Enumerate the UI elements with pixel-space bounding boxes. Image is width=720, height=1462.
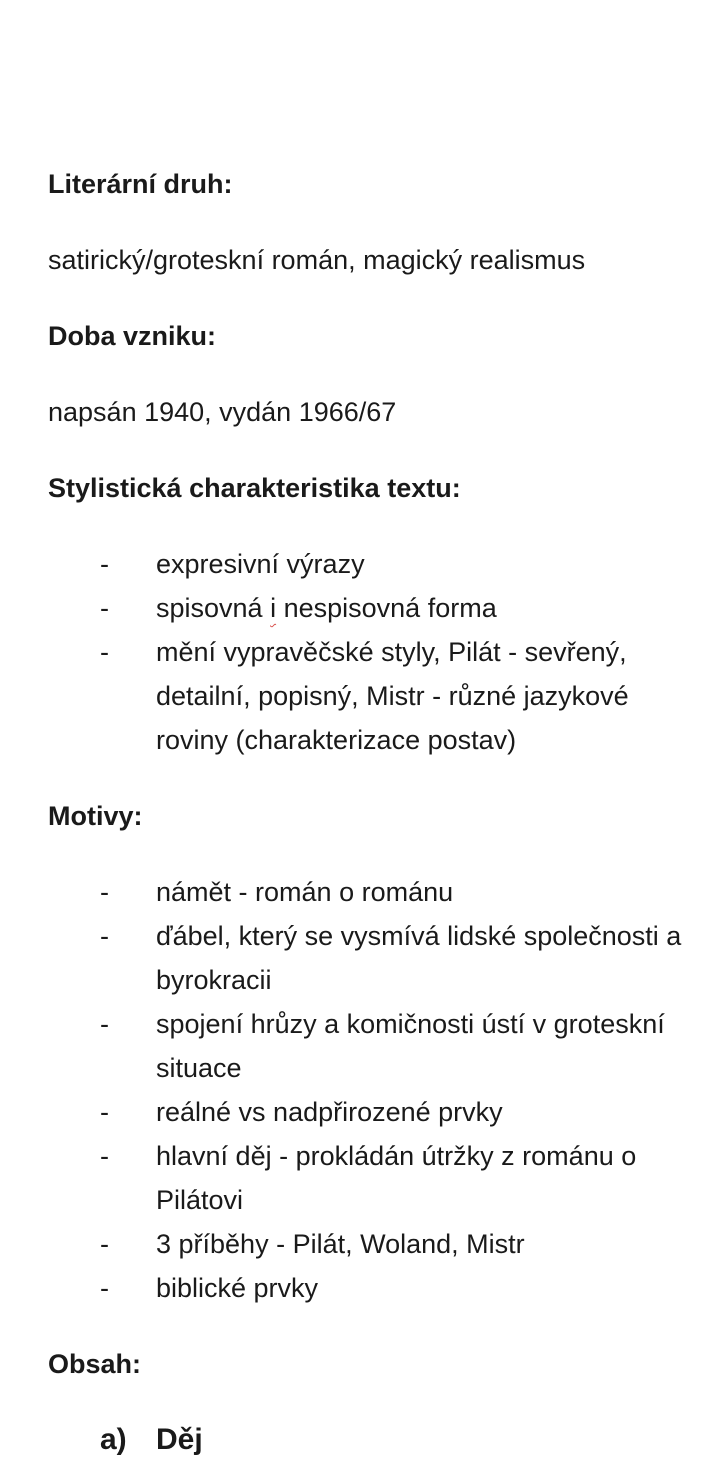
heading-stylisticka: Stylistická charakteristika textu: bbox=[48, 473, 461, 503]
list-item: - expresivní výrazy bbox=[48, 542, 688, 586]
subheading-dej: a) Děj bbox=[48, 1418, 688, 1462]
list-item: - reálné vs nadpřirozené prvky bbox=[48, 1090, 688, 1134]
list-item: - spojení hrůzy a komičnosti ústí v groteskní situace bbox=[48, 1002, 688, 1090]
bullet-dash: - bbox=[100, 921, 109, 951]
text-literarni-druh: satirický/groteskní román, magický realismus bbox=[48, 245, 586, 275]
bullet-dash: - bbox=[100, 637, 109, 667]
bullet-dash: - bbox=[100, 593, 109, 623]
heading-doba-vzniku: Doba vzniku: bbox=[48, 321, 217, 351]
bullet-dash: - bbox=[100, 1273, 109, 1303]
spisovna-prefix: spisovná bbox=[156, 593, 271, 623]
list-marker: a) bbox=[100, 1423, 127, 1456]
list-item: - 3 příběhy - Pilát, Woland, Mistr bbox=[48, 1222, 688, 1266]
spellcheck-word: i bbox=[270, 593, 277, 623]
heading-literarni-druh: Literární druh: bbox=[48, 169, 233, 199]
bullet-dash: - bbox=[100, 549, 109, 579]
document-page bbox=[48, 162, 688, 1462]
heading-obsah: Obsah: bbox=[48, 1349, 142, 1379]
bullet-dash: - bbox=[100, 1009, 109, 1039]
list-motivy bbox=[48, 870, 688, 1310]
heading-motivy: Motivy: bbox=[48, 801, 143, 831]
bullet-dash: - bbox=[100, 1097, 109, 1127]
list-item: - mění vypravěčské styly, Pilát - sevřený, detailní, popisný, Mistr - různé jazykové roviny (charakterizace postav) bbox=[48, 630, 688, 762]
list-item: - spisovná i nespisovná forma bbox=[48, 586, 688, 630]
text-doba-vzniku: napsán 1940, vydán 1966/67 bbox=[48, 397, 397, 427]
list-item: - ďábel, který se vysmívá lidské společnosti a byrokracii bbox=[48, 914, 688, 1002]
bullet-dash: - bbox=[100, 877, 109, 907]
bullet-dash: - bbox=[100, 1141, 109, 1171]
list-item: - hlavní děj - prokládán útržky z románu o Pilátovi bbox=[48, 1134, 688, 1222]
list-stylisticka bbox=[48, 542, 688, 762]
bullet-dash: - bbox=[100, 1229, 109, 1259]
list-item: - námět - román o románu bbox=[48, 870, 688, 914]
list-item: - biblické prvky bbox=[48, 1266, 688, 1310]
